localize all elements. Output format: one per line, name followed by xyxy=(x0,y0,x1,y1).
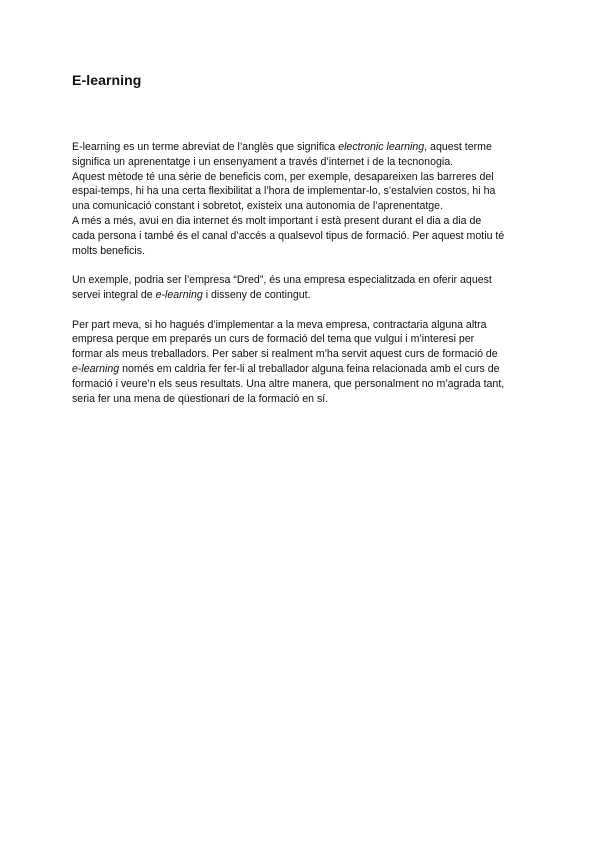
text-segment: Un exemple, podria ser l’empresa “Dred”, és una empresa especialitzada en oferir aquest xyxy=(72,274,492,287)
text-segment: , aquest terme xyxy=(424,141,492,153)
text-segment: Per part meva, si ho hagués d’implementar a la meva empresa, contractaria alguna altra xyxy=(72,318,487,331)
text-line xyxy=(72,155,532,170)
text-segment: formar als meus treballadors. Per saber si realment m’ha servit aquest curs de formació de xyxy=(72,348,498,361)
text-line xyxy=(72,199,532,214)
text-segment: empresa perque em preparés un curs de formació del tema que vulgui i m’interesi per xyxy=(72,333,475,346)
text-segment: E-learning es un terme abreviat de l’anglès que significa xyxy=(72,141,339,153)
text-segment: només em caldria fer fer-li al treballador alguna feina relacionada amb el curs de xyxy=(119,362,500,375)
text-segment: una comunicació constant i sobretot, existeix una autonomia de l’aprenentatge. xyxy=(72,200,444,213)
text-line xyxy=(72,229,532,244)
text-segment: A més a més, avui en dia internet és molt important i està present durant el dia a dia de xyxy=(72,214,482,227)
text-segment: molts beneficis. xyxy=(72,244,146,257)
text-segment: seria fer una mena de qüestionari de la formació en sí. xyxy=(72,392,329,405)
paragraph xyxy=(72,140,532,258)
text-line xyxy=(72,377,532,392)
text-segment: Aquest mètode té una sèrie de beneficis com, per exemple, desapareixen las barreres del xyxy=(72,170,494,183)
text-line xyxy=(72,332,532,347)
paragraph xyxy=(72,273,532,303)
text-line xyxy=(72,244,532,259)
text-line xyxy=(72,170,532,185)
text-line xyxy=(72,288,532,303)
text-segment: cada persona i també és el canal d’accés a qualsevol tipus de formació. Per aquest motiu té xyxy=(72,229,505,242)
text-line xyxy=(72,362,532,377)
text-line xyxy=(72,392,532,407)
text-line xyxy=(72,140,532,155)
text-line xyxy=(72,214,532,229)
text-segment: significa un aprenentatge i un ensenyament a través d’internet i de la tecnonogia. xyxy=(72,155,454,168)
text-line xyxy=(72,347,532,362)
text-line xyxy=(72,184,532,199)
text-line xyxy=(72,318,532,333)
italic-term: e-learning xyxy=(155,288,203,301)
text-segment: formació i veure’n els seus resultats. Una altre manera, que personalment no m’agrada tant, xyxy=(72,377,505,390)
text-segment: i disseny de contingut. xyxy=(202,288,311,301)
italic-term: electronic learning xyxy=(338,141,425,153)
text-segment: servei integral de xyxy=(72,288,156,301)
paragraph xyxy=(72,318,532,407)
text-line xyxy=(72,273,532,288)
page-title: E-learning xyxy=(72,72,142,88)
italic-term: e-learning xyxy=(72,362,120,375)
text-segment: espai-temps, hi ha una certa flexibilitat a l’hora de implementar-lo, s’estalvien costos, hi ha xyxy=(72,185,496,198)
document-body xyxy=(72,140,532,421)
